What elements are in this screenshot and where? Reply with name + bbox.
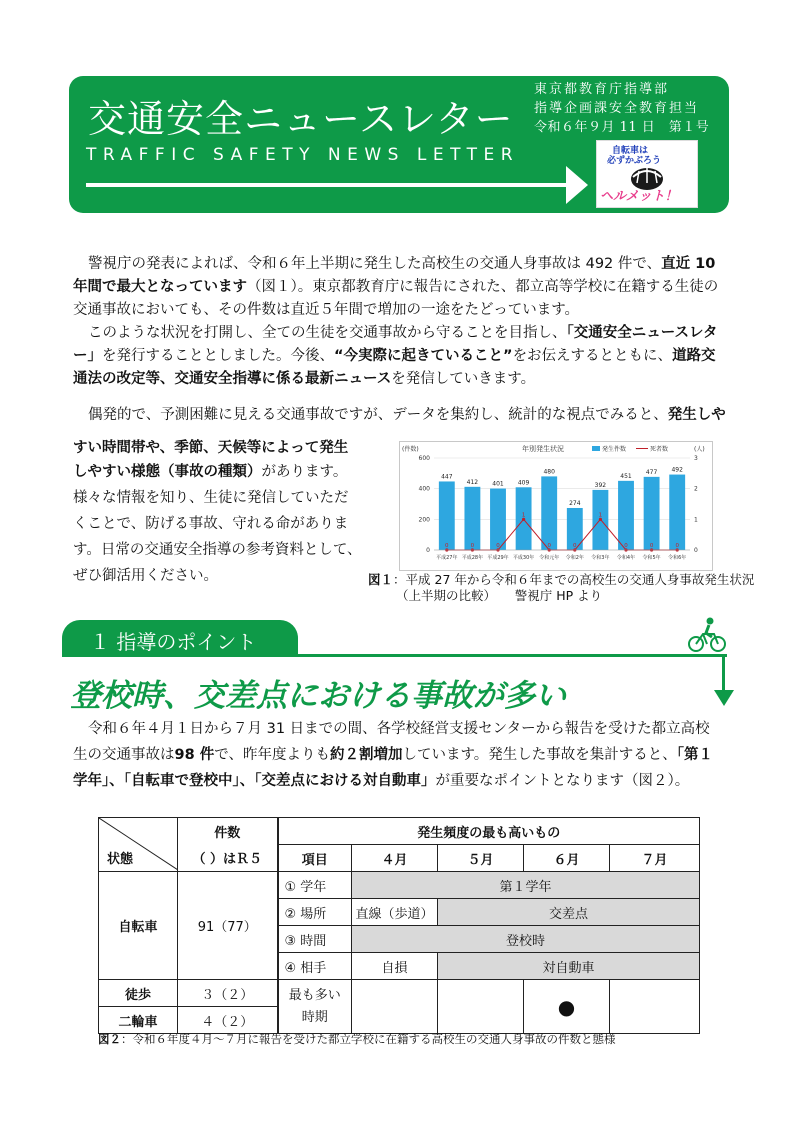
x-tick-label: 平成28年 [461, 555, 484, 561]
para3-line1: 偶発的で、予測困難に見える交通事故ですが、データを集約し、統計的な視点でみると、発生しや [88, 407, 726, 423]
legend-swatch-bar [592, 446, 600, 451]
y-right-tick-label: 1 [694, 516, 698, 524]
x-tick-label: 令和2年 [565, 555, 584, 561]
bar-value-label: 447 [441, 473, 453, 481]
line-value-label: 1 [521, 512, 526, 519]
walk-label: 徒歩 [99, 980, 178, 1007]
issue-date: 令和６年９月 11 日 第１号 [534, 120, 710, 135]
x-tick-label: 令和4年 [616, 555, 636, 561]
bar [490, 489, 506, 550]
legend-label-bar: 発生件数 [602, 446, 627, 453]
bar [541, 476, 557, 550]
y-right-tick-label: 2 [694, 485, 698, 493]
row-party-apr: 自損 [352, 953, 438, 980]
row-place-apr: 直線（歩道） [352, 899, 438, 926]
section-rule-vertical [722, 654, 725, 692]
row-time-label: ③ 時間 [278, 926, 352, 953]
r5-header: （ ）はＲ５ [178, 845, 278, 872]
bicycle-label: 自転車 [99, 872, 178, 980]
section-para-line1: 令和６年４月１日から７月 31 日までの間、各学校経営支援センターから報告を受けた都立高校 [88, 721, 710, 737]
para2-line3: 通法の改定等、交通安全指導に係る最新ニュースを発信していきます。 [73, 371, 536, 387]
y-right-tick-label: 3 [694, 455, 698, 462]
figure1-caption: 図１：平成 27 年から令和６年までの高校生の交通人身事故発生状況 （上半期の比較） 警視庁 HP より [368, 572, 755, 603]
month-header-may: ５月 [438, 845, 524, 872]
peak-jun-mark: ● [524, 980, 610, 1034]
x-tick-label: 令和3年 [591, 555, 610, 561]
bar-value-label: 412 [466, 478, 479, 486]
month-header-jul: ７月 [610, 845, 700, 872]
banner-arrow-head [566, 166, 588, 204]
item-header: 項目 [278, 845, 352, 872]
y-right-tick-label: 0 [694, 547, 698, 554]
line-value-label: 0 [624, 543, 628, 549]
helmet-badge-line1: 自転車は [612, 146, 649, 156]
bar [439, 481, 455, 550]
line-value-label: 0 [496, 543, 500, 549]
bicycle-icon [688, 617, 726, 653]
para3-line3: しやすい様態（事故の種類）があります。 [73, 464, 348, 480]
para3-line7: ぜひ御活用ください。 [73, 568, 218, 584]
para2-line1: このような状況を打開し、全ての生徒を交通事故から守ることを目指し、「交通安全ニュースレタ [88, 325, 718, 341]
line-value-label: 1 [598, 512, 603, 519]
row-place-rest: 交差点 [438, 899, 700, 926]
bar-value-label: 451 [620, 472, 632, 480]
line-series [447, 519, 677, 550]
para1-line2: 年間で最大となっています（図１）。東京都教育庁に報告にされた、都立高等学校に在籍する生徒の [73, 279, 719, 295]
bar [618, 481, 634, 550]
x-tick-label: 平成27年 [436, 555, 458, 561]
bar-value-label: 480 [543, 468, 555, 476]
para1-line1: 警視庁の発表によれば、令和６年上半期に発生した高校生の交通人身事故は 492 件で、直近 10 [88, 256, 716, 272]
section-para-line3: 学年」、「自転車で登校中」、「交差点における対自動車」が重要なポイントとなります（図２）。 [73, 773, 690, 789]
row-grade-value: 第１学年 [352, 872, 700, 899]
walk-count: ３（２） [178, 980, 278, 1007]
y-right-unit: (人) [694, 446, 705, 453]
bar-value-label: 401 [492, 480, 504, 488]
bar-value-label: 492 [671, 466, 683, 474]
helmet-badge-line2: 必ずかぶろう [607, 156, 662, 166]
chart-svg [400, 442, 712, 570]
newsletter-subtitle: TRAFFIC SAFETY NEWS LETTER [86, 145, 520, 165]
peak-jul [610, 980, 700, 1034]
x-tick-label: 令和6年 [668, 555, 687, 561]
y-left-tick-label: 0 [426, 547, 430, 554]
row-time-value: 登校時 [352, 926, 700, 953]
bar-value-label: 409 [517, 479, 530, 487]
x-tick-label: 令和5年 [642, 555, 661, 561]
row-party-label: ④ 相手 [278, 953, 352, 980]
chart-title: 年別発生状況 [522, 445, 564, 453]
dept-line1: 東京都教育庁指導部 [534, 82, 670, 97]
line-value-label: 0 [547, 543, 551, 549]
bicycle-count: 91（77） [178, 872, 278, 980]
y-left-tick-label: 200 [418, 516, 430, 524]
state-header: 状態 [107, 852, 134, 867]
y-left-tick-label: 600 [418, 455, 430, 462]
row-grade-label: ① 学年 [278, 872, 352, 899]
section-para-line2: 生の交通事故は98 件で、昨年度よりも約２割増加しています。発生した事故を集計すると、「第１ [73, 747, 714, 763]
bar-value-label: 392 [594, 481, 607, 489]
down-arrow-icon [714, 690, 734, 706]
peak-may [438, 980, 524, 1034]
peak-apr [352, 980, 438, 1034]
line-value-label: 0 [470, 543, 475, 549]
section-headline: 登校時、交差点における事故が多い [70, 678, 566, 714]
section-rule [62, 654, 727, 657]
line-value-label: 0 [649, 543, 654, 549]
moto-count: ４（２） [178, 1007, 278, 1034]
x-tick-label: 令和元年 [539, 555, 560, 561]
section-label: １ 指導のポイント [90, 630, 257, 654]
bar [669, 475, 685, 550]
line-value-label: 0 [573, 543, 577, 549]
para3-line6: す。日常の交通安全指導の参考資料として、 [73, 542, 362, 558]
figure2-caption: 図２：令和６年度４月～７月に報告を受けた都立学校に在籍する高校生の交通人身事故の件数と態様 [98, 1032, 616, 1046]
para3-line2: すい時間帯や、季節、天候等によって発生 [73, 440, 349, 456]
para2-line2: ー」を発行することとしました。今後、“今実際に起きていること”をお伝えするとともに、道路交 [73, 348, 716, 364]
helmet-badge-line3: ヘルメット！ [600, 189, 678, 204]
figure1-chart [399, 441, 713, 571]
dept-line2: 指導企画課安全教育担当 [534, 101, 700, 116]
para3-line4: 様々な情報を知り、生徒に発信していただ [73, 490, 349, 506]
bar [644, 477, 660, 550]
bar [464, 487, 480, 550]
count-header: 件数 [178, 818, 278, 845]
peak-period-label: 最も多い 時期 [278, 980, 352, 1034]
row-party-rest: 対自動車 [438, 953, 700, 980]
y-left-unit: (件数) [402, 446, 419, 453]
header-diagonal-cell [99, 818, 178, 872]
line-value-label: 0 [445, 543, 449, 549]
month-header-apr: ４月 [352, 845, 438, 872]
row-place-label: ② 場所 [278, 899, 352, 926]
frequency-header: 発生頻度の最も高いもの [278, 818, 700, 845]
bar-value-label: 274 [569, 499, 581, 507]
legend-label-line: 死者数 [650, 446, 669, 453]
x-tick-label: 平成30年 [512, 555, 535, 561]
moto-label: 二輪車 [99, 1007, 178, 1034]
month-header-jun: ６月 [524, 845, 610, 872]
banner-arrow-line [86, 183, 576, 187]
y-left-tick-label: 400 [418, 485, 430, 493]
x-tick-label: 平成29年 [487, 555, 509, 561]
para3-line5: くことで、防げる事故、守れる命がありま [73, 516, 349, 532]
bar-value-label: 477 [645, 468, 658, 476]
para1-line3: 交通事故においても、その件数は直近５年間で増加の一途をたどっています。 [73, 302, 580, 318]
accident-table [98, 817, 700, 1034]
line-value-label: 0 [675, 543, 679, 549]
newsletter-title: 交通安全ニュースレター [88, 97, 514, 141]
